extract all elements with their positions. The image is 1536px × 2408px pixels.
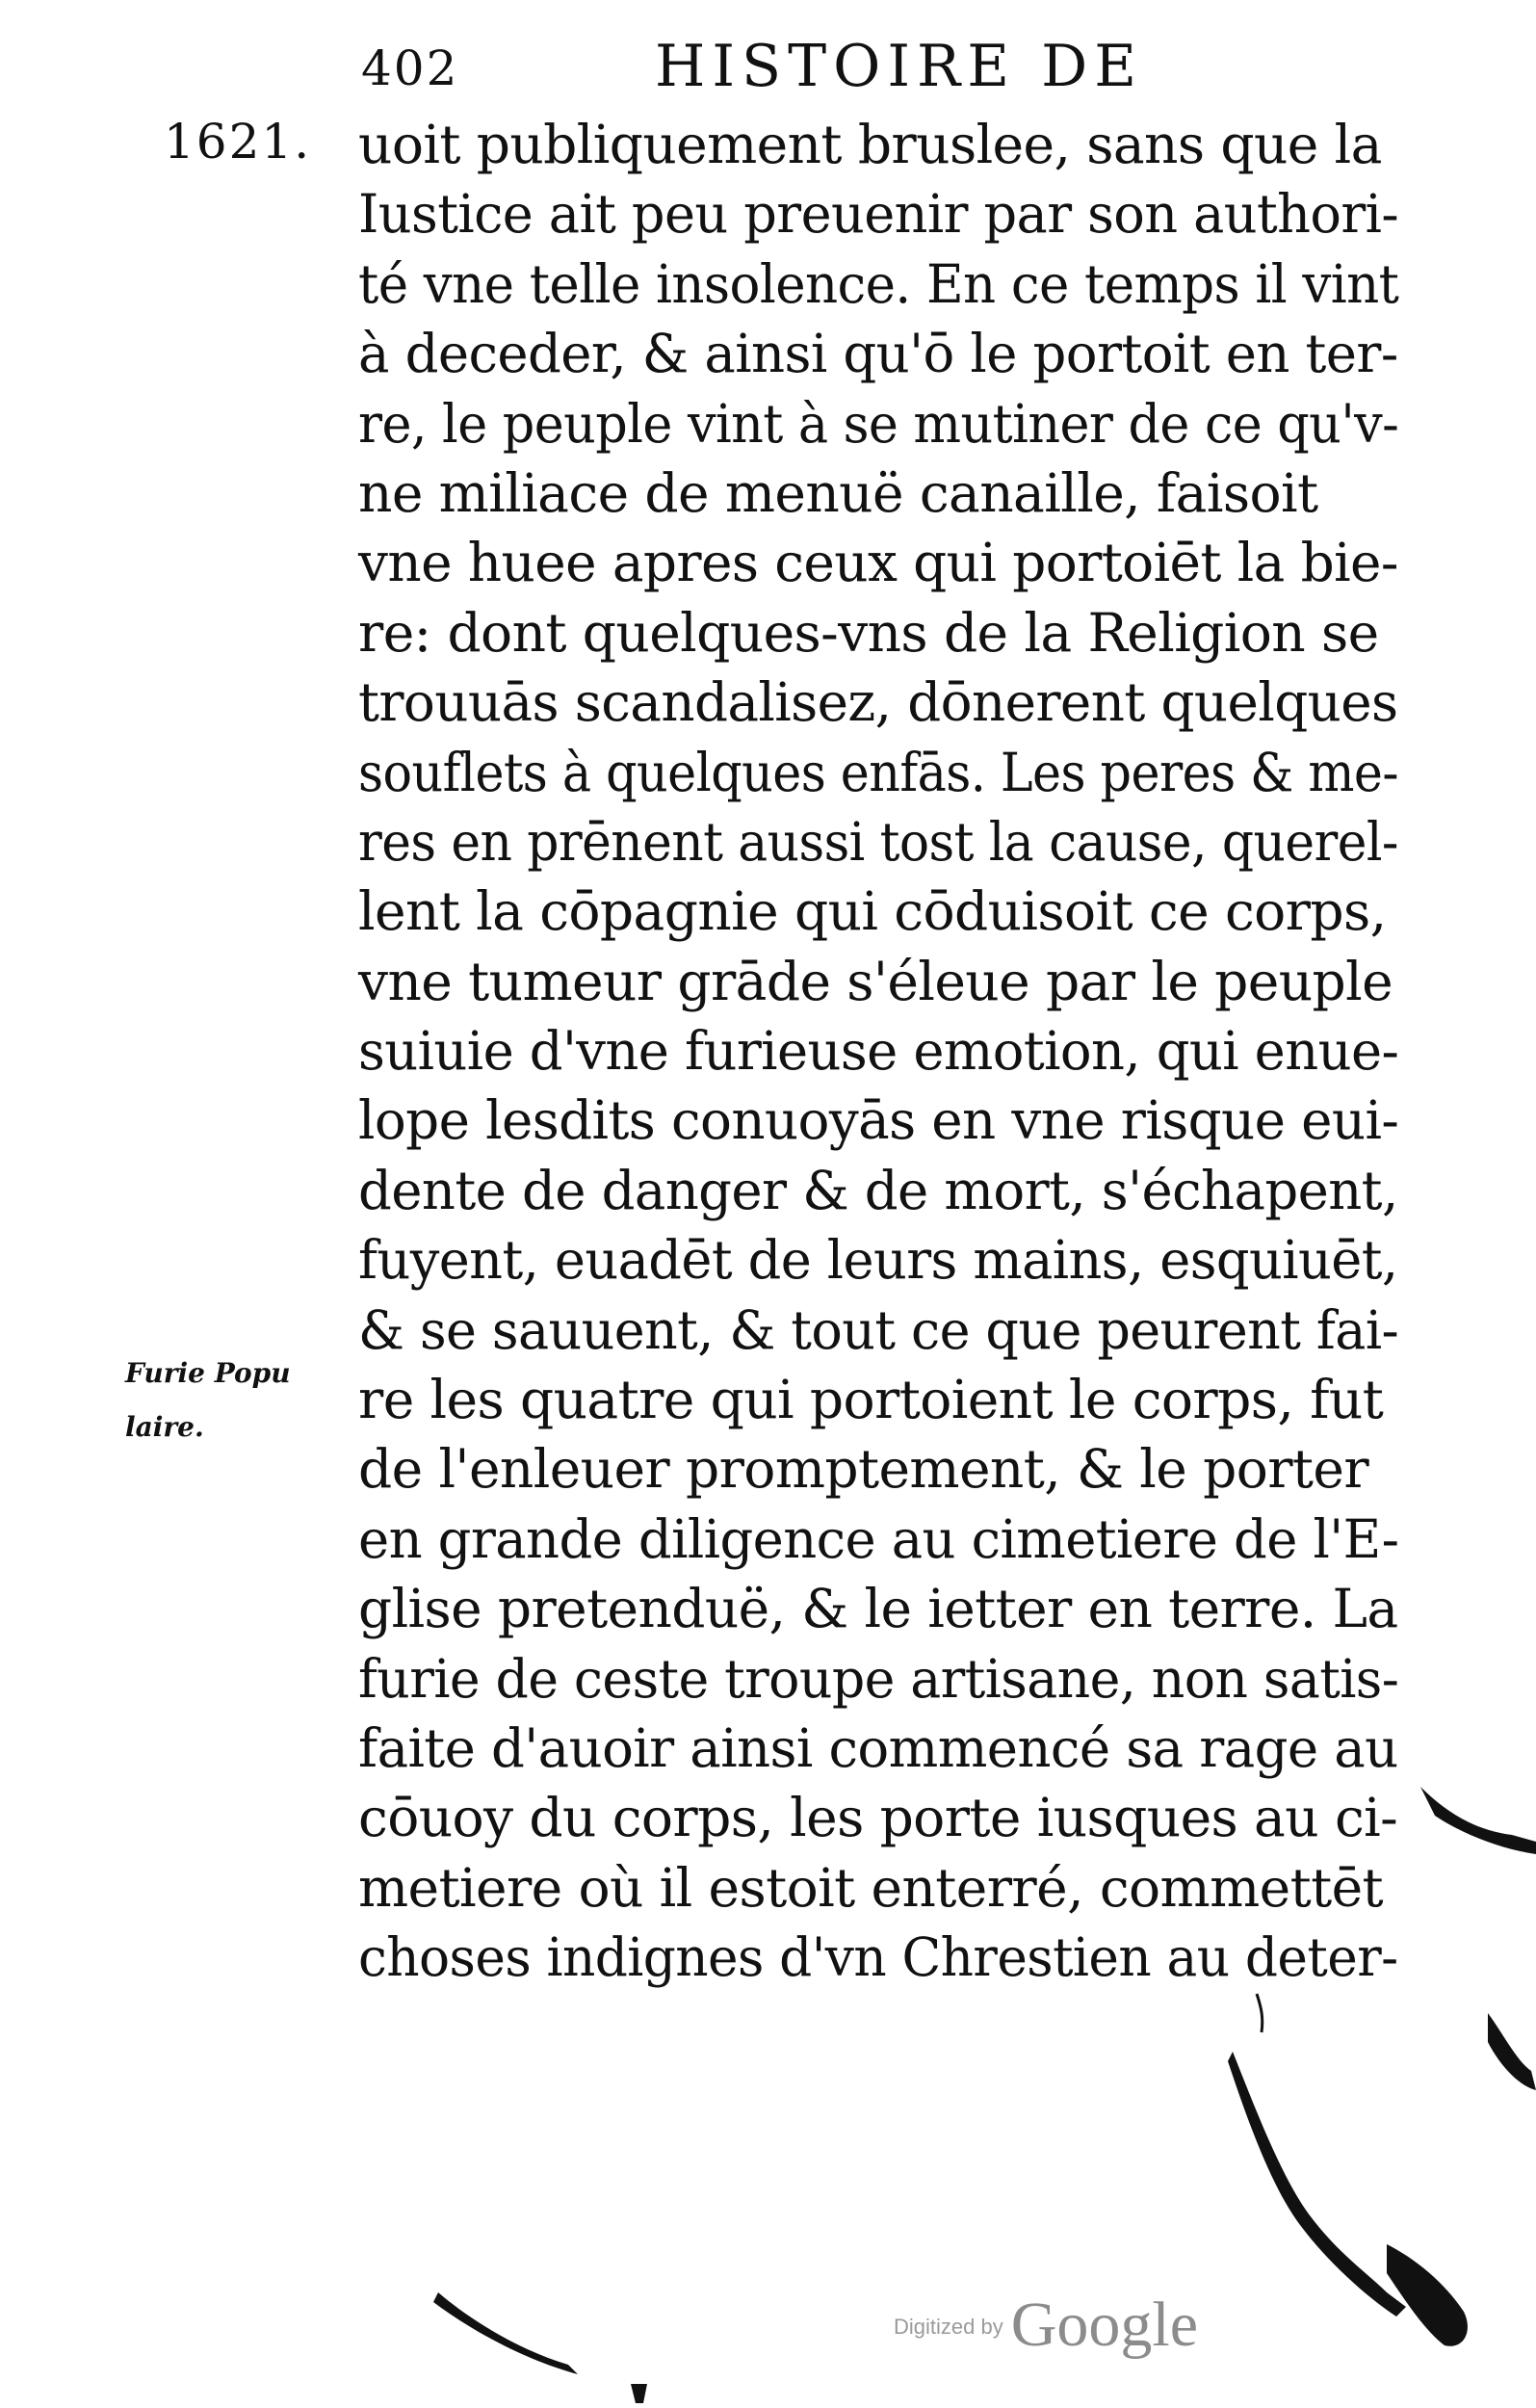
text-line: suiuie d'vne furieuse emotion, qui enue- [358, 1020, 1399, 1083]
margin-year: 1621. [164, 114, 312, 170]
text-line: dente de danger & de mort, s'échapent, [358, 1159, 1398, 1221]
watermark-brand: Google [1010, 2290, 1199, 2360]
text-line: metiere où il estoit enterré, commettēt [358, 1856, 1384, 1919]
text-line: glise pretenduë, & le ietter en terre. La [358, 1578, 1398, 1640]
text-line: lope lesdits conuoyās en vne risque eui- [358, 1089, 1399, 1152]
text-line: & se sauuent, & tout ce que peurent fai- [358, 1298, 1399, 1361]
text-line: choses indignes d'vn Chrestien au deter- [358, 1926, 1398, 1989]
body-text [358, 110, 1398, 1993]
text-line: faite d'auoir ainsi commencé sa rage au [358, 1716, 1398, 1779]
text-line: re: dont quelques-vns de la Religion se [358, 601, 1379, 664]
text-line: lent la cōpagnie qui cōduisoit ce corps, [358, 880, 1387, 943]
text-line: res en prēnent aussi tost la cause, querel- [358, 810, 1398, 873]
margin-note-line: laire. [125, 1411, 204, 1443]
text-line: re les quatre qui portoient le corps, fut [358, 1369, 1384, 1431]
margin-note [125, 1347, 347, 1454]
text-line: re, le peuple vint à se mutiner de ce qu'v- [358, 392, 1399, 455]
text-line: cōuoy du corps, les porte iusques au ci- [358, 1787, 1398, 1849]
text-line: vne tumeur grāde s'éleue par le peuple [358, 950, 1393, 1012]
text-line: té vne telle insolence. En ce temps il vint [358, 252, 1399, 315]
text-line: vne huee apres ceux qui portoiēt la bie- [358, 532, 1398, 594]
text-line: de l'enleuer promptement, & le porter [358, 1438, 1369, 1501]
text-line: uoit publiquement bruslee, sans que la [358, 114, 1382, 175]
text-line: furie de ceste troupe artisane, non satis- [358, 1647, 1399, 1710]
text-line: souflets à quelques enfās. Les peres & me- [358, 741, 1398, 803]
text-line: trouuās scandalisez, dōnerent quelques [358, 671, 1398, 734]
running-head: HISTOIRE DE [655, 33, 1143, 100]
watermark-prefix: Digitized by [894, 2315, 1003, 2339]
google-watermark [894, 2289, 1198, 2362]
text-line: en grande diligence au cimetiere de l'E- [358, 1507, 1399, 1570]
page-number: 402 [361, 40, 459, 96]
text-line: ne miliace de menuë canaille, faisoit [358, 461, 1318, 524]
text-line: fuyent, euadēt de leurs mains, esquiuēt, [358, 1229, 1398, 1292]
text-line: Iustice ait peu preuenir par son authori- [358, 183, 1399, 246]
text-line: à deceder, & ainsi qu'ō le portoit en ter- [358, 323, 1398, 385]
margin-note-line: Furie Popu [125, 1357, 291, 1389]
